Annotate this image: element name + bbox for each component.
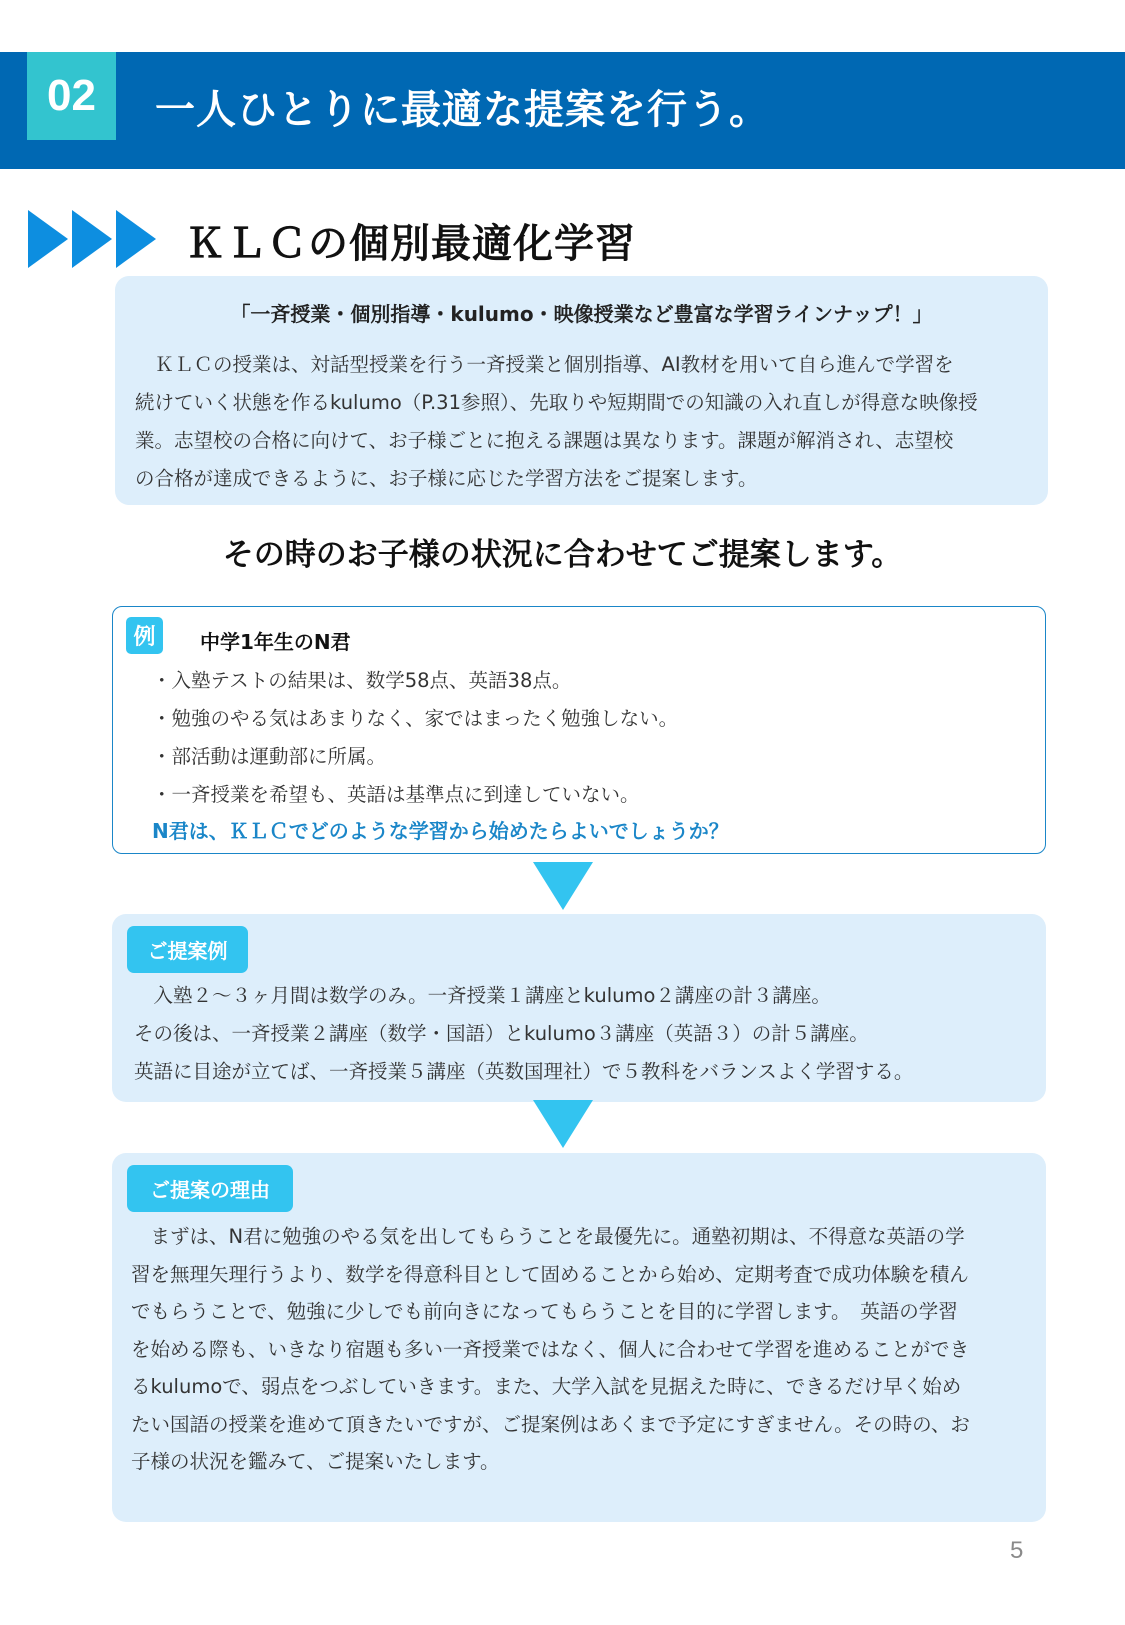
example-list	[152, 662, 678, 814]
reason-line: るkulumoで、弱点をつぶしていきます。また、大学入試を見据えた時に、できるだけ早く始め	[131, 1375, 962, 1398]
example-badge: 例	[126, 617, 163, 654]
reason-line: でもらうことで、勉強に少しでも前向きになってもらうことを目的に学習します。 英語の学習	[131, 1300, 958, 1323]
proposal-tag: ご提案例	[127, 926, 248, 973]
list-item: ・入塾テストの結果は、数学58点、英語38点。	[152, 669, 572, 692]
proposal-line: 英語に目途が立てば、一斉授業５講座（英数国理社）で５教科をバランスよく学習する。	[134, 1060, 914, 1083]
reason-line: たい国語の授業を進めて頂きたいですが、ご提案例はあくまで予定にすぎません。その時の、お	[131, 1412, 970, 1436]
reason-line: を始める際も、いきなり宿題も多い一斉授業ではなく、個人に合わせて学習を進めることができ	[131, 1337, 970, 1361]
intro-line: の合格が達成できるように、お子様に応じた学習方法をご提案します。	[135, 467, 758, 490]
intro-line: ＫＬＣの授業は、対話型授業を行う一斉授業と個別指導、AI教材を用いて自ら進んで学習を	[135, 353, 954, 376]
reason-line: 子様の状況を鑑みて、ご提案いたします。	[131, 1450, 500, 1473]
chevron-3-icon	[116, 210, 156, 268]
chevron-1-icon	[28, 210, 68, 268]
list-item: ・勉強のやる気はあまりなく、家ではまったく勉強しない。	[152, 707, 679, 730]
subsection-title: ＫＬＣの個別最適化学習	[185, 221, 636, 267]
intro-line: 業。志望校の合格に向けて、お子様ごとに抱える課題は異なります。課題が解消され、志望校	[135, 429, 954, 452]
proposal-line: 入塾２～３ヶ月間は数学のみ。一斉授業１講座とkulumo２講座の計３講座。	[134, 984, 831, 1007]
example-question: N君は、ＫＬＣでどのような学習から始めたらよいでしょうか？	[152, 819, 729, 843]
section-number-badge: 02	[27, 52, 116, 140]
list-item: ・部活動は運動部に所属。	[152, 745, 387, 768]
page-number: 5	[1010, 1537, 1024, 1564]
reason-line: まずは、N君に勉強のやる気を出してもらうことを最優先に。通塾初期は、不得意な英語の学	[131, 1225, 965, 1248]
arrow-down-icon	[533, 862, 593, 910]
intro-panel	[115, 276, 1048, 505]
intro-body	[135, 346, 1035, 498]
section-title: 一人ひとりに最適な提案を行う。	[155, 87, 770, 133]
proposal-line: その後は、一斉授業２講座（数学・国語）とkulumo３講座（英語３）の計５講座。	[134, 1022, 869, 1045]
reason-tag: ご提案の理由	[127, 1165, 293, 1212]
example-title: 中学1年生のN君	[200, 630, 351, 654]
reason-line: 習を無理矢理行うより、数学を得意科目として固めることから始め、定期考査で成功体験を積ん	[131, 1262, 969, 1286]
list-item: ・一斉授業を希望も、英語は基準点に到達していない。	[152, 783, 640, 806]
triple-chevron-icon	[28, 210, 168, 268]
proposal-body	[134, 977, 913, 1091]
chevron-2-icon	[72, 210, 112, 268]
center-heading: その時のお子様の状況に合わせてご提案します。	[222, 537, 903, 573]
intro-heading: 「一斉授業・個別指導・kulumo・映像授業など豊富な学習ラインナップ！」	[230, 302, 933, 326]
reason-body	[131, 1218, 970, 1481]
arrow-down-icon	[533, 1100, 593, 1148]
intro-line: 続けていく状態を作るkulumo（P.31参照）、先取りや短期間での知識の入れ直しが得意な映像授	[135, 391, 978, 414]
